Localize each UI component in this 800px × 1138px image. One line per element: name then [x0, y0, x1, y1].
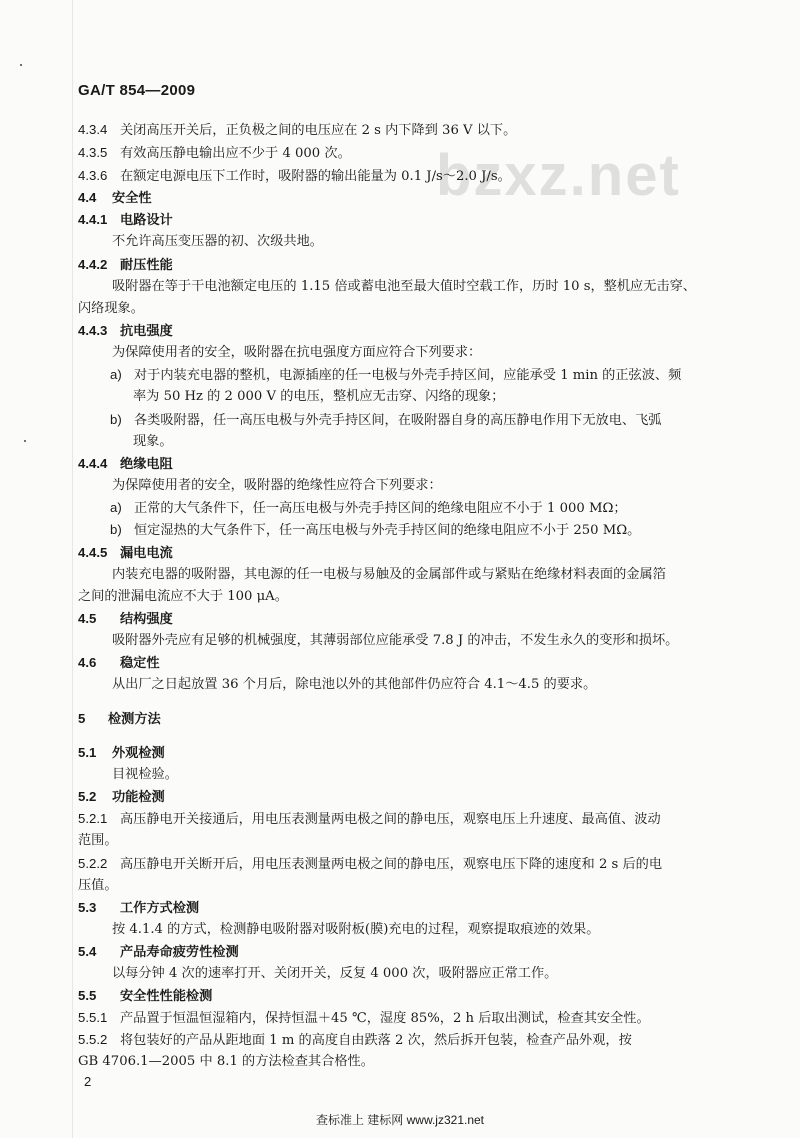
heading-5-2 — [78, 788, 165, 807]
heading-text: 漏电电流 — [120, 546, 173, 561]
list-text: 各类吸附器，任一高压电极与外壳手持区间，在吸附器自身的高压静电作用下无放电、飞弧 — [134, 413, 662, 428]
list-label: a) — [110, 500, 122, 515]
paragraph-line: 吸附器外壳应有足够的机械强度，其薄弱部位应能承受 7.8 J 的冲击，不发生永久的变形和损坏。 — [112, 633, 679, 648]
heading-text: 绝缘电阻 — [120, 457, 173, 472]
heading-text: 检测方法 — [108, 712, 161, 727]
heading-text: 结构强度 — [120, 612, 173, 627]
clause-number: 4.3.6 — [78, 168, 108, 183]
heading-number: 4.6 — [78, 655, 97, 670]
heading-4-4-5 — [78, 544, 173, 563]
heading-text: 外观检测 — [112, 746, 165, 761]
heading-number: 5.4 — [78, 944, 97, 959]
heading-5-3 — [78, 899, 199, 918]
list-label: a) — [110, 367, 122, 382]
heading-number: 4.4.5 — [78, 545, 108, 560]
heading-number: 4.4 — [78, 190, 97, 205]
heading-4-4 — [78, 189, 152, 208]
heading-4-6 — [78, 654, 160, 673]
clause-4-3-6 — [78, 167, 511, 186]
clause-5-2-2 — [78, 855, 662, 874]
heading-text: 工作方式检测 — [120, 901, 200, 916]
clause-number: 5.5.2 — [78, 1032, 108, 1047]
list-item-a — [110, 499, 627, 518]
list-label: b) — [110, 412, 122, 427]
list-item-a — [110, 366, 681, 385]
heading-text: 电路设计 — [120, 213, 173, 228]
heading-number: 5.1 — [78, 745, 97, 760]
clause-number: 5.5.1 — [78, 1010, 108, 1025]
paragraph-line: 不允许高压变压器的初、次级共地。 — [112, 234, 323, 249]
paragraph-line: 之间的泄漏电流应不大于 100 μA。 — [78, 589, 288, 604]
clause-text: 关闭高压开关后，正负极之间的电压应在 2 s 内下降到 36 V 以下。 — [120, 123, 517, 138]
clause-text: 将包装好的产品从距地面 1 m 的高度自由跌落 2 次，然后拆开包装，检查产品外观，按 — [120, 1033, 632, 1048]
heading-5-1 — [78, 744, 165, 763]
paragraph-line: 为保障使用者的安全，吸附器在抗电强度方面应符合下列要求： — [112, 345, 482, 360]
paragraph-line: 内装充电器的吸附器，其电源的任一电极与易触及的金属部件或与紧贴在绝缘材料表面的金属箔 — [112, 567, 666, 582]
clause-number: 5.2.2 — [78, 856, 108, 871]
heading-text: 安全性性能检测 — [120, 989, 213, 1004]
heading-number: 4.4.4 — [78, 456, 108, 471]
clause-5-5-1 — [78, 1009, 650, 1028]
clause-number: 4.3.5 — [78, 145, 108, 160]
heading-text: 功能检测 — [112, 790, 165, 805]
clause-text: 在额定电源电压下工作时，吸附器的输出能量为 0.1 J/s～2.0 J/s。 — [120, 169, 511, 184]
paragraph-line: 以每分钟 4 次的速率打开、关闭开关，反复 4 000 次，吸附器应正常工作。 — [112, 966, 558, 981]
heading-number: 5 — [78, 711, 86, 726]
paragraph-line: 为保障使用者的安全，吸附器的绝缘性应符合下列要求： — [112, 478, 442, 493]
heading-4-4-2 — [78, 256, 173, 275]
paragraph-line: 范围。 — [78, 833, 118, 848]
heading-text: 抗电强度 — [120, 324, 173, 339]
scan-edge-line — [72, 0, 73, 1138]
clause-text: 产品置于恒温恒湿箱内，保持恒温＋45 ℃，湿度 85%，2 h 后取出测试，检查其安全性。 — [120, 1011, 650, 1026]
clause-4-3-4 — [78, 121, 516, 140]
watermark: bzxz.net — [436, 143, 681, 208]
heading-5 — [78, 710, 161, 729]
paragraph-line: 闪络现象。 — [78, 301, 144, 316]
list-item-b — [110, 411, 662, 430]
heading-number: 4.4.2 — [78, 257, 108, 272]
clause-text: 有效高压静电输出应不少于 4 000 次。 — [120, 146, 351, 161]
paragraph-line: 目视检验。 — [112, 767, 178, 782]
clause-number: 4.3.4 — [78, 122, 108, 137]
heading-5-5 — [78, 987, 212, 1006]
paragraph-line: 压值。 — [78, 878, 118, 893]
heading-5-4 — [78, 943, 239, 962]
paragraph-line: GB 4706.1—2005 中 8.1 的方法检查其合格性。 — [78, 1054, 374, 1069]
clause-5-2-1 — [78, 810, 661, 829]
clause-text: 高压静电开关断开后，用电压表测量两电极之间的静电压，观察电压下降的速度和 2 s 后的电 — [120, 857, 663, 872]
heading-number: 4.5 — [78, 611, 97, 626]
heading-text: 产品寿命疲劳性检测 — [120, 945, 239, 960]
scan-speck — [20, 64, 22, 66]
list-text: 正常的大气条件下，任一高压电极与外壳手持区间的绝缘电阻应不小于 1 000 MΩ； — [134, 501, 627, 516]
paragraph-line: 现象。 — [133, 434, 173, 449]
clause-text: 高压静电开关接通后，用电压表测量两电极之间的静电压，观察电压上升速度、最高值、波动 — [120, 812, 661, 827]
heading-number: 5.3 — [78, 900, 97, 915]
site-footer: 查标准上 建标网 www.jz321.net — [315, 1113, 485, 1127]
list-text: 恒定湿热的大气条件下，任一高压电极与外壳手持区间的绝缘电阻应不小于 250 MΩ。 — [134, 523, 641, 538]
list-text: 对于内装充电器的整机，电源插座的任一电极与外壳手持区间，应能承受 1 min 的正弦波、频 — [134, 368, 682, 383]
clause-4-3-5 — [78, 144, 351, 163]
standard-header: GA/T 854—2009 — [78, 82, 196, 99]
paragraph-line: 率为 50 Hz 的 2 000 V 的电压，整机应无击穿、闪络的现象； — [133, 389, 505, 404]
page-number: 2 — [84, 1074, 92, 1089]
heading-text: 耐压性能 — [120, 258, 173, 273]
heading-number: 5.2 — [78, 789, 97, 804]
list-label: b) — [110, 522, 122, 537]
list-item-b — [110, 521, 640, 540]
clause-number: 5.2.1 — [78, 811, 108, 826]
scan-speck — [24, 440, 26, 442]
paragraph-line: 按 4.1.4 的方式，检测静电吸附器对吸附板(膜)充电的过程，观察提取痕迹的效果。 — [112, 922, 600, 937]
heading-text: 稳定性 — [120, 656, 160, 671]
heading-number: 5.5 — [78, 988, 97, 1003]
heading-4-4-4 — [78, 455, 173, 474]
paragraph-line: 吸附器在等于干电池额定电压的 1.15 倍或蓄电池至最大值时空载工作，历时 10 s，整机应无击穿、 — [112, 279, 696, 294]
heading-number: 4.4.1 — [78, 212, 108, 227]
heading-number: 4.4.3 — [78, 323, 108, 338]
clause-5-5-2 — [78, 1031, 632, 1050]
heading-4-4-1 — [78, 211, 173, 230]
heading-4-5 — [78, 610, 173, 629]
heading-text: 安全性 — [112, 191, 152, 206]
paragraph-line: 从出厂之日起放置 36 个月后，除电池以外的其他部件仍应符合 4.1～4.5 的要求。 — [112, 677, 597, 692]
heading-4-4-3 — [78, 322, 173, 341]
